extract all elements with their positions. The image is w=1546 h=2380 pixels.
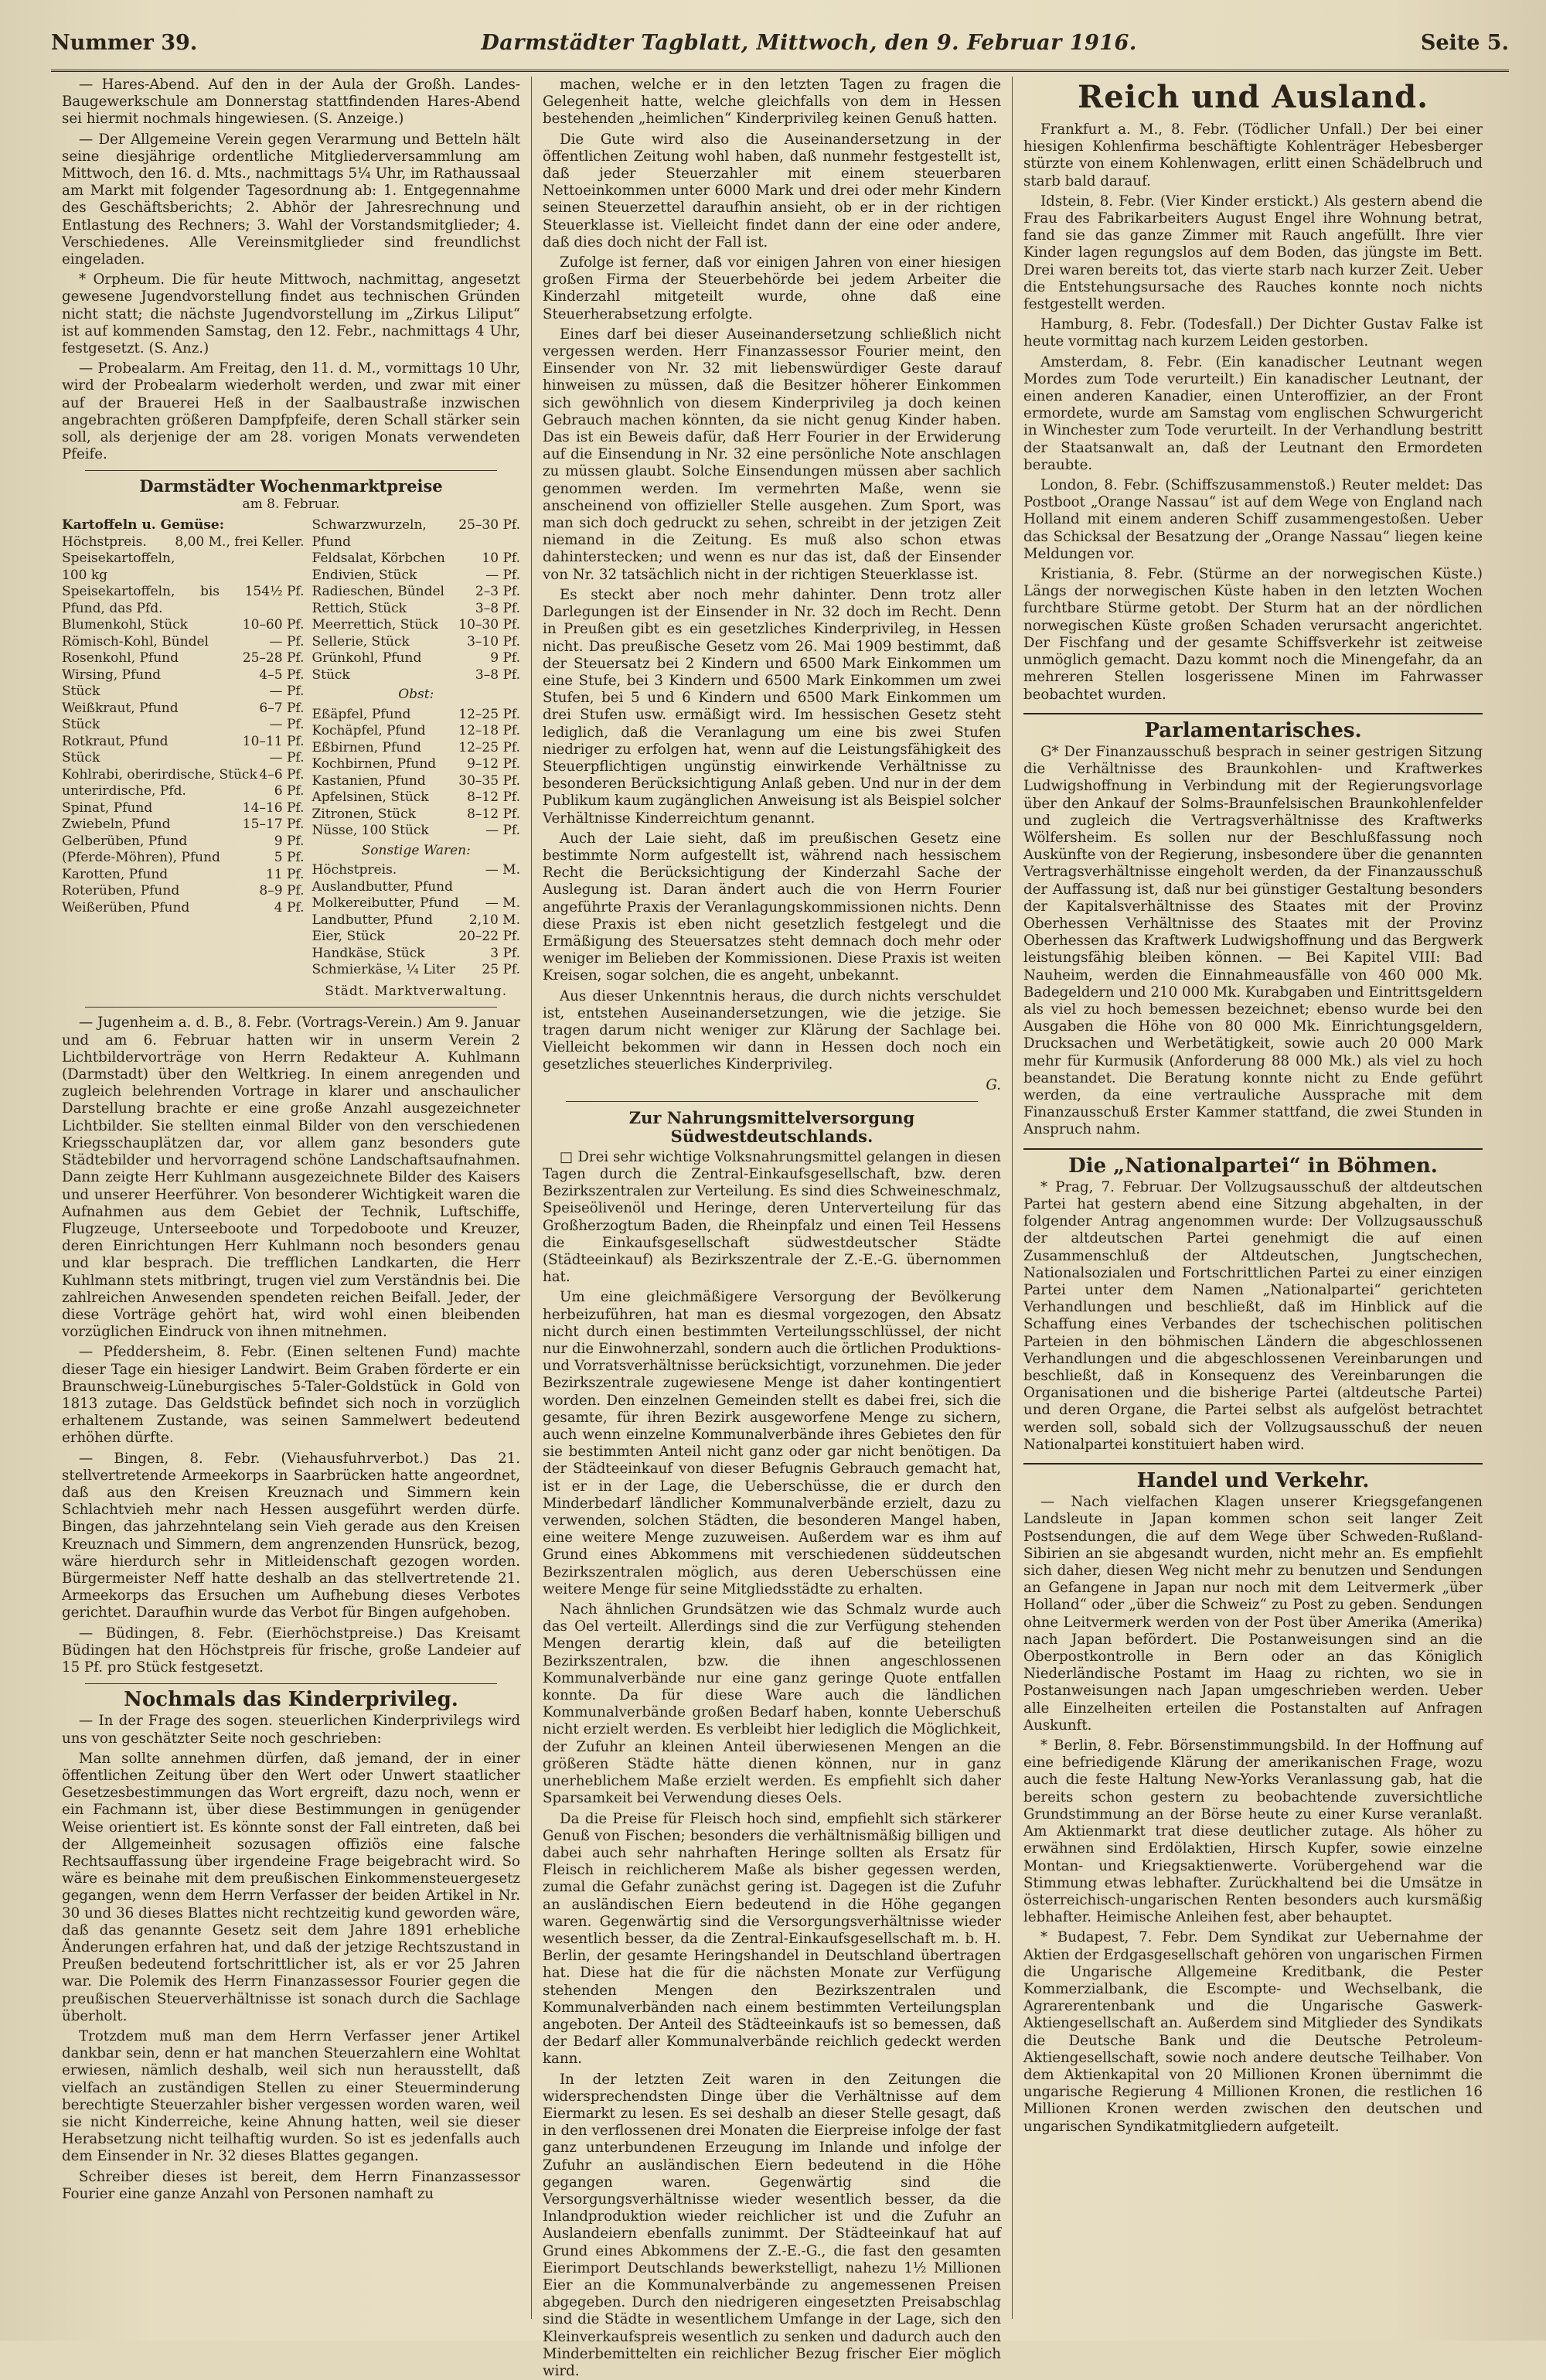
market-price-row — [312, 773, 520, 790]
market-date: am 8. Februar. — [242, 496, 340, 512]
market-item-price: 8–9 Pf. — [259, 883, 305, 899]
article-hamburg: Hamburg, 8. Febr. (Todesfall.) Der Dichter Gustav Falke ist heute vormittag nach kurzem Leiden gestorben. — [1023, 316, 1483, 350]
headline-reich-ausland: Reich und Ausland. — [1077, 79, 1429, 115]
market-item-price: 9 Pf. — [274, 833, 305, 849]
market-price-row — [312, 740, 520, 757]
kinderprivileg-paragraph: Auch der Laie sieht, daß im preußischen Gesetz eine bestimmte Norm aufgestellt ist, während nach hessischem Recht die Berücksichtigung der Kinderzahl Sache der Auslegung ist. Daran ändert auch die von Herrn Fourier angeführte Praxis der Veranlagungskommissionen nichts. Denn diese Praxis ist eben nicht gesetzlich festgelegt und die Ermäßigung des Steuersatzes steht demnach doch mehr oder weniger im Belieben der Kommissionen. Diese Praxis ist weiten Kreisen, sogar solchen, die es angeht, unbekannt. — [543, 830, 1001, 984]
market-price-row — [312, 551, 520, 568]
market-item-name: Zwiebeln, Pfund — [62, 817, 171, 833]
market-item-name: Meerrettich, Stück — [312, 617, 438, 633]
kinderprivileg-intro: — In der Frage des sogen. steuerlichen Kinderprivilegs wird uns von geschätzter Seite noch geschrieben: — [62, 1713, 520, 1747]
market-price-row — [312, 723, 520, 740]
market-item-name: Zitronen, Stück — [312, 806, 416, 822]
nahrung-paragraph: In der letzten Zeit waren in den Zeitungen die widersprechendsten Dinge über die Verhältnisse auf dem Eiermarkt zu lesen. Es sei deshalb an dieser Stelle gesagt, daß in den verflossenen drei Monaten die Eierpreise infolge der fast ganz unterbundenen Erzeugung im Inlande und infolge der Zufuhr an ausländischen Eiern bedeutend in die Höhe gegangen waren. Gegenwärtig sind die Versorgungsverhältnisse wieder wesentlich besser, da die Inlandproduktion wieder reichlicher ist und die Zufuhr an Auslandeiern ebenfalls zunimmt. Der Städteeinkauf hat auf Grund eines Abkommens der Z.-E.-G., die fast den gesamten Eierimport Deutschlands bewerkstelligt, nahezu 1½ Millionen Eier an die Kommunalverbände zu angemessenen Preisen abgegeben. Durch den niedrigeren eingesetzten Preisabschlag sind die Städte in wesentlichem Umfange in der Lage, sich den Kleinverkaufspreis wesentlich zu senken und dadurch auch den Minderbemittelten ein reichlicher Bezug frischer Eier möglich wird. — [543, 2071, 1001, 2379]
article-probealarm: — Probealarm. Am Freitag, den 11. d. M., vormittags 10 Uhr, wird der Probealarm wiederholt werden, und zwar mit einer auf der Brauerei Heß in der Saalbaustraße inzwischen angebrachten größeren Dampfpfeife, deren Schall stärker sein soll, als derjenige der am 28. vorigen Monats verwendeten Pfeife. — [62, 360, 520, 463]
newspaper-title: Darmstädter Tagblatt, Mittwoch, den 9. Februar 1916. — [481, 31, 1137, 55]
market-item-price: — Pf. — [269, 633, 305, 650]
article-berlin-boerse: * Berlin, 8. Febr. Börsenstimmungsbild. In der Hoffnung auf eine befriedigende Klärung der amerikanischen Frage, wozu auch die feste Haltung New-Yorks Veranlassung gab, hat die bereits schon gestern zu beobachtende zuversichtliche Grundstimmung an der Börse heute zu einer Kurse veranlaßt. Am Aktienmarkt trat diese deutlicher zutage. Als höher zu erwähnen sind Erdölaktien, Hirsch Kupfer, sowie einzelne Montan- und Kriegsaktienwerte. Vorübergehend war die Stimmung etwas lebhafter. Zurückhaltend bei die Umsätze in österreichisch-ungarischen Renten besonders auch kursmäßig lebhafter. Heimische Anleihen fest, aber behauptet. — [1023, 1737, 1483, 1926]
market-item-name: Stück — [62, 750, 100, 766]
market-price-row — [312, 789, 520, 806]
headline-nationalpartei: Die „Nationalpartei“ in Böhmen. — [1068, 1154, 1438, 1178]
obst-title: Obst: — [398, 687, 434, 703]
article-postsendungen-japan: — Nach vielfachen Klagen unserer Kriegsgefangenen Landsleute in Japan kommen schon seit langer Zeit Postsendungen, die auf dem Wege über Schweden-Rußland-Sibirien an sie abgesandt wurden, nicht mehr an. Es empfiehlt sich daher, diesen Weg nicht mehr zu benutzen und Sendungen an Gefangene in Japan nur noch mit dem Leitvermerk „über Holland“ oder „über die Schweiz“ zu Post zu geben. Sendungen ohne Leitvermerk werden von der Post über Amerika (Amerika) nach Japan befördert. Die Postanweisungen sind an die Oberpostkontrolle in Bern oder an das Königlich Niederländische Postamt im Haag zu richten, wo sie in Postanweisungen nach Japan umgeschrieben werden. Ueber alle Einzelheiten erteilen die Postanstalten auf Anfragen Auskunft. — [1023, 1494, 1483, 1734]
kinderprivileg-paragraph: Zufolge ist ferner, daß vor einigen Jahren von einer hiesigen großen Firma der Steuerbehörde bei jedem Arbeiter die Kinderzahl mitgeteilt wurde, ohne daß eine Steuerherabsetzung erfolgte. — [543, 254, 1001, 322]
market-item-name: Speisekartoffeln, bis 15 Pfund, das Pfd. — [62, 584, 262, 616]
market-item-price: 12–25 Pf. — [458, 739, 520, 755]
market-price-row — [62, 867, 304, 884]
column-3 — [1013, 77, 1493, 2319]
market-item-name: unterirdische, Pfd. — [62, 783, 186, 800]
market-price-row — [312, 650, 520, 667]
market-left-title: Kartoffeln u. Gemüse: — [62, 517, 224, 534]
kinderprivileg-paragraph: Eines darf bei dieser Auseinandersetzung schließlich nicht vergessen werden. Herr Finanzassessor Fourier meint, den Einsender von Nr. 32 mit liebenswürdiger Geste darauf hinweisen zu müssen, daß die Besitzer höherer Einkommen sich gewöhnlich von diesem Kinderprivileg ja doch keinen Gebrauch machen könnten, da sie nicht genug Kinder haben. Das ist ein Beweis dafür, daß Herr Fourier in der Erwiderung auf die Einsendung in Nr. 32 eine persönliche Note anschlagen zu müssen glaubt. Solche Einsendungen müssen aber sachlich genommen werden. Im vermehrten Maße, wenn sie anscheinend von offizieller Stelle ausgehen. Zum Sport, was man sich doch gedruckt zu sehen, schreibt in der jetzigen Zeit niemand in die Zeitung. Es muß also schon etwas dahinterstecken; und wenn es nur das ist, daß der Einsender von Nr. 32 tatsächlich nicht in der richtigen Steuerklasse ist. — [543, 326, 1001, 583]
market-item-price: 3–10 Pf. — [467, 633, 520, 650]
market-price-row — [312, 823, 520, 840]
article-frankfurt: Frankfurt a. M., 8. Febr. (Tödlicher Unfall.) Der bei einer hiesigen Kohlenfirma beschäftigte Kohlenträger Hebesberger stürzte von einem Kohlenwagen, erlitt einen Schädelbruch und starb bald darauf. — [1023, 121, 1483, 189]
market-price-row — [62, 534, 304, 585]
market-item-price: 20–22 Pf. — [458, 929, 520, 945]
market-price-row — [62, 634, 304, 651]
market-item-price: 15–17 Pf. — [242, 817, 305, 833]
kinderprivileg-paragraph: Es steckt aber noch mehr dahinter. Denn trotz aller Darlegungen ist der Einsender in Nr. 32 doch im Recht. Denn in Preußen gibt es ein gesetzliches Kinderprivileg, in Hessen nicht. Das preußische Gesetz vom 26. Mai 1909 bestimmt, daß der Steuersatz bei 2 Kindern und 6500 Mark Einkommen um eine Stufe, bei 3 Kindern und 6500 Mark Einkommen um zwei Stufen, bei 5 und 6 Kindern und 6500 Mark Einkommen um drei Stufen usw. ermäßigt wird. Im hessischen Gesetz steht lediglich, daß die Veranlagung um eine bis zwei Stufen niedriger zu erfolgen hat, wenn auf die Leistungsfähigkeit des Steuerpflichtigen ungünstig einwirkende Verhältnisse zu besonderen Berücksichtigung Anlaß geben. Und nur in der dem Publikum kaum zugänglichen Anweisung ist als Beispiel solcher Verhältnisse Kinderreichtum genannt. — [543, 586, 1001, 827]
market-item-name: Spinat, Pfund — [62, 800, 153, 816]
market-item-price: 2–3 Pf. — [475, 584, 520, 600]
market-item-price: 4–5 Pf. — [259, 667, 305, 683]
kinderprivileg-paragraph: machen, welche er in den letzten Tagen zu fragen die Gelegenheit hatte, welche gleichfalls von dem in Hessen bestehenden „heimlichen“ Kinderprivileg keinen Genuß hatten. — [543, 77, 1001, 128]
market-item-name: Sellerie, Stück — [312, 633, 410, 650]
divider — [566, 1101, 978, 1102]
market-item-name: Schwarzwurzeln, Pfund — [312, 517, 427, 550]
market-price-row — [312, 962, 520, 979]
market-price-row — [312, 707, 520, 724]
headline-nahrungsmittel: Zur Nahrungsmittelversorgung Südwestdeutschlands. — [628, 1107, 915, 1146]
divider — [85, 1683, 497, 1684]
market-item-name: Rotkraut, Pfund — [62, 733, 169, 749]
article-prag: * Prag, 7. Februar. Der Vollzugsausschuß der altdeutschen Partei hat gestern abend eine Sitzung abgehalten, in der folgender Antrag angenommen wurde: Der Vollzugsausschuß der altdeutschen Partei genehmigt die auf einen Zusammenschluß der Altdeutschen, Jungtschechen, Nationalsozialen und Fortschrittlichen Partei zu einer einzigen Partei unter dem Namen „Nationalpartei“ gerichteten Verhandlungen und beschließt, daß im Hinblick auf die Schaffung eines Verbandes der tschechischen politischen Parteien in den böhmischen Ländern die abgeschlossenen Verhandlungen und die abgeschlossenen Vereinbarungen und beschließt, daß in Konsequenz des Vereinbarungen die Organisationen und die bisherige Partei (altdeutsche Partei) und deren Organe, die Partei selbst als aufgelöst betrachtet werden soll, sobald sich der Vollzugsausschuß der neuen Nationalpartei konstituiert haben wird. — [1023, 1178, 1483, 1453]
market-item-name: Landbutter, Pfund — [312, 912, 433, 928]
market-item-name: (Pferde-Möhren), Pfund — [62, 850, 220, 866]
market-item-name: Eier, Stück — [312, 929, 385, 945]
divider — [1023, 713, 1483, 714]
article-idstein: Idstein, 8. Febr. (Vier Kinder erstickt.) Als gestern abend die Frau des Fabrikarbeiters August Engel ihre Wohnung betrat, fand sie das ganze Zimmer mit Rauch angefüllt. Ihre vier Kinder lagen regungslos auf dem Boden, das jüngste im Bett. Drei waren bereits tot, das vierte starb nach kurzer Zeit. Ueber die Entstehungsursache des Rauches konnte noch nichts festgestellt werden. — [1023, 193, 1483, 313]
market-price-row — [62, 617, 304, 634]
market-prices — [62, 478, 520, 1000]
kinderprivileg-paragraph: Aus dieser Unkenntnis heraus, die durch nichts verschuldet ist, entstehen Auseinandersetzungen, wie die jetzige. Sie tragen darum nicht weniger zur Klärung der Sachlage bei. Vielleicht bekommen wir dann in Hessen doch noch ein gesetzliches steuerliches Kinderprivileg. — [543, 987, 1001, 1073]
market-price-row — [312, 895, 520, 912]
issue-number: Nummer 39. — [51, 31, 198, 55]
article-amsterdam: Amsterdam, 8. Febr. (Ein kanadischer Leutnant wegen Mordes zum Tode verurteilt.) Ein kanadischer Leutnant, der einen anderen Kanadier, einen Unteroffizier, an der Front ermordete, wurde am Samstag vom englischen Schwurgericht in Winchester zum Tode verurteilt. In der Verhandlung bestritt der Staatsanwalt an, daß der Leutnant den Ermordeten beraubte. — [1023, 353, 1483, 473]
market-price-row — [312, 568, 520, 585]
kinderprivileg-paragraph: Die Gute wird also die Auseinandersetzung in der öffentlichen Zeitung wohl haben, daß nunmehr festgestellt ist, daß jeder Steuerzahler mit einem steuerbaren Nettoeinkommen unter 6000 Mark und drei oder mehr Kindern seinen Steuerzettel daraufhin ansieht, ob er in der richtigen Steuerklasse ist. Vielleicht findet dann der eine oder andere, daß dies doch nicht der Fall ist. — [543, 131, 1001, 251]
market-item-name: Karotten, Pfund — [62, 866, 169, 882]
market-item-price: 9–12 Pf. — [467, 756, 520, 772]
market-item-name: Roterüben, Pfund — [62, 883, 180, 899]
market-price-row — [312, 517, 520, 551]
market-item-name: Radieschen, Bündel — [312, 584, 444, 600]
market-item-name: Rosenkohl, Pfund — [62, 650, 179, 667]
market-price-row — [312, 584, 520, 601]
divider — [1023, 1463, 1483, 1464]
market-price-row — [62, 900, 304, 917]
article-kristiania: Kristiania, 8. Febr. (Stürme an der norwegischen Küste.) Längs der norwegischen Küste haben in den letzten Wochen furchtbare Stürme getobt. Der Sturm hat an der nördlichen norwegischen Küste großen Schaden verursacht angerichtet. Der Fischfang und der gesamte Schiffsverkehr ist zeitweise unmöglich gemacht. Dazu kommt noch die Minengefahr, da an mehreren Stellen losgerissene Minen im Fahrwasser beobachtet wurden. — [1023, 566, 1483, 703]
headline-handel-verkehr: Handel und Verkehr. — [1136, 1469, 1370, 1493]
market-item-name: Eßbirnen, Pfund — [312, 739, 421, 755]
market-price-row — [312, 756, 520, 773]
divider — [1023, 1148, 1483, 1150]
market-item-name: Kochbirnen, Pfund — [312, 756, 437, 772]
nahrung-paragraph: □ Drei sehr wichtige Volksnahrungsmittel gelangen in diesen Tagen durch die Zentral-Einkaufsgesellschaft, bzw. deren Bezirkszentralen zur Verteilung. Es sind dies Schweineschmalz, Speiseölivenöl und Heringe, deren Unterverteilung für das Großherzogtum Baden, die Rheinpfalz und einen Teil Hessens die Einkaufsgesellschaft südwestdeutscher Städte (Städteeinkauf) als Bezirkszentrale der Z.-E.-G. übernommen hat. — [543, 1148, 1001, 1286]
market-item-name: Molkereibutter, Pfund — [312, 895, 459, 912]
market-item-price: 10–30 Pf. — [458, 617, 520, 633]
market-item-price: 8,00 M., frei Keller. — [175, 534, 305, 550]
market-item-price: — Pf. — [485, 823, 520, 839]
article-london: London, 8. Febr. (Schiffszusammenstoß.) Reuter meldet: Das Postboot „Orange Nassau“ ist auf dem Wege von England nach Holland mit einem anderen Schiff zusammengestoßen. Ueber das Schicksal der Besatzung der „Orange Nassau“ liegen keine Meldungen vor. — [1023, 477, 1483, 562]
market-item-name: Apfelsinen, Stück — [312, 789, 429, 806]
market-item-price: 2,10 M. — [468, 912, 520, 928]
market-item-price: 9 Pf. — [490, 650, 520, 667]
market-title: Darmstädter Wochenmarktpreise — [139, 476, 443, 496]
article-budapest: * Budapest, 7. Febr. Dem Syndikat zur Uebernahme der Aktien der Erdgasgesellschaft gehören von ungarischen Firmen die Ungarische Allgemeine Kreditbank, die Pester Kommerzialbank, die Escompte- und Wechselbank, die Agrarerentenbank und die Ungarische Gaswerk-Aktiengesellschaft an. Außerdem sind Mitglieder des Syndikats die Deutsche Bank und die Deutsche Petroleum-Aktiengesellschaft, sowie noch andere deutsche Teilhaber. Von dem Aktienkapital von 20 Millionen Kronen übernimmt die ungarische Regierung 4 Millionen Kronen, die restlichen 16 Millionen Kronen werden zwischen den deutschen und ungarischen Syndikatmitgliedern aufgeteilt. — [1023, 1929, 1483, 2135]
market-right-column — [312, 517, 520, 1000]
market-item-price: 12–18 Pf. — [458, 723, 520, 739]
market-item-price: — Pf. — [269, 684, 305, 700]
market-item-price: 30–35 Pf. — [458, 772, 520, 789]
market-item-price: 25 Pf. — [482, 962, 520, 978]
market-item-name: Grünkohl, Pfund — [312, 650, 422, 667]
divider — [85, 1007, 497, 1008]
market-item-name: Höchstpreis. Auslandbutter, Pfund — [312, 862, 453, 895]
article-buedingen: — Büdingen, 8. Febr. (Eierhöchstpreise.) Das Kreisamt Büdingen hat den Höchstpreis für frische, große Landeier auf 15 Pf. pro Stück festgesetzt. — [62, 1625, 520, 1676]
masthead — [51, 31, 1509, 72]
article-hares-abend: — Hares-Abend. Auf den in der Aula der Großh. Landes-Baugewerkschule am Donnerstag stattfindenden Hares-Abend sei hiermit nochmals hingewiesen. (S. Anzeige.) — [62, 77, 520, 128]
market-item-name: Römisch-Kohl, Bündel — [62, 633, 209, 650]
market-item-price: 3–8 Pf. — [475, 667, 520, 683]
market-item-price: 11 Pf. — [265, 866, 305, 882]
market-price-row — [62, 750, 304, 767]
market-item-name: Handkäse, Stück — [312, 945, 425, 961]
market-footer: Städt. Marktverwaltung. — [325, 983, 508, 999]
column-2 — [532, 77, 1013, 2379]
article-jugenheim: — Jugenheim a. d. B., 8. Febr. (Vortrags-Verein.) Am 9. Januar und am 6. Februar hatten wir in unserm Verein 2 Lichtbildervorträge von Herrn Redakteur A. Kuhlmann (Darmstadt) über den Weltkrieg. In einem anregenden und zugleich belehrenden Vortrage in klarer und anschaulicher Darstellung brachte er eine große Anzahl ausgezeichneter Lichtbilder. Sie stellten einmal Bilder von den verschiedenen Kriegsschauplätzen dar, vor allem ganz besonders gute Städtebilder und hervorragend schöne Landschaftsaufnahmen. Dann zeigte Herr Kuhlmann ausgezeichnete Bilder des Kaisers und unserer Heerführer. Von besonderer Wichtigkeit waren die Aufnahmen aus dem Gebiet der Technik, Luftschiffe, Flugzeuge, Unterseeboote und Torpedoboote und Kreuzer, deren Einrichtungen Herr Kuhlmann noch besonders genau und klar besprach. Die trefflichen Landkarten, die Herr Kuhlmann stets mitbringt, trugen viel zum Verständnis bei. Die zahlreichen Anwesenden spendeten reichen Beifall. Jeder, der diese Vorträge gehört hat, wird wohl einen bleibenden vorzüglichen Eindruck von ihnen mitnehmen. — [62, 1014, 520, 1341]
market-item-price: 10 Pf. — [482, 551, 520, 567]
market-item-name: Endivien, Stück — [312, 567, 417, 583]
market-item-price: 5 Pf. — [274, 850, 305, 866]
market-price-row — [62, 734, 304, 751]
market-item-price: 25–28 Pf. — [242, 650, 305, 667]
market-price-row — [62, 850, 304, 867]
market-item-price: 25–30 Pf. — [458, 517, 520, 534]
market-price-row — [62, 584, 304, 617]
market-item-price: 6 Pf. — [274, 783, 305, 800]
market-price-row — [312, 929, 520, 946]
market-item-name: Eßäpfel, Pfund — [312, 706, 411, 722]
market-price-row — [62, 834, 304, 851]
market-item-name: Stück — [62, 684, 100, 700]
headline-kinderprivileg: Nochmals das Kinderprivileg. — [124, 1688, 458, 1712]
market-item-price: 3–8 Pf. — [475, 600, 520, 616]
market-item-name: Kastanien, Pfund — [312, 772, 426, 789]
market-price-row — [312, 634, 520, 651]
market-price-row — [62, 650, 304, 667]
market-price-row — [62, 800, 304, 817]
market-item-price: 12–25 Pf. — [458, 706, 520, 722]
market-item-price: — M. — [485, 862, 520, 878]
market-item-price: — Pf. — [269, 750, 305, 766]
market-item-price: 6–7 Pf. — [259, 700, 305, 716]
market-item-price: 4½ Pf. — [261, 584, 305, 600]
market-item-price: — Pf. — [269, 717, 305, 733]
market-item-name: Schmierkäse, ¼ Liter — [312, 962, 455, 978]
market-item-price: 8–12 Pf. — [467, 789, 520, 806]
market-price-row — [312, 806, 520, 823]
market-item-name: Nüsse, 100 Stück — [312, 823, 429, 839]
market-price-row — [62, 817, 304, 834]
article-finanzausschuss: G* Der Finanzausschuß besprach in seiner gestrigen Sitzung die Verhältnisse des Braunkohlen- und Kraftwerkes Ludwigshoffnung in Verbindung mit der Regierungsvorlage über den Ankauf der Solms-Braunfelsischen Braunkohlenfelder und zugleich die Vertragsverhältnisse des Kraftwerks Wölfersheim. Es sollen nur der Beschlußfassung noch Auskünfte von der Regierung, insbesondere über die genannten Vertragsverhältnisse eingeholt werden, da der Finanzausschuß der Auffassung ist, daß nur bei günstiger Gestaltung besonders der Kapitalsverhältnisse des Staates mit der Provinz Oberhessen Verhältnisse des Staates mit der Provinz Oberhessen das Kraftwerk Ludwigshoffnung und das Bergwerk leistungsfähig bleiben können. — Bei Kapitel VIII: Bad Nauheim, werden die Einnahmeausfälle von 460 000 Mk. Badegeldern und 210 000 Mk. Kurabgaben und Eintrittsgeldern als viel zu hoch bemessen bezeichnet; ebenso wurde bei den Ausgaben die Höhe von 80 000 Mk. Einrichtungsgeldern, Drucksachen und Werbetätigkeit, sowie auch 20 000 Mark mehr für Kurmusik (Anforderung 88 000 Mk.) als viel zu hoch beanstandet. Die Beratung konnte nicht zu Ende geführt werden, da eine vertrauliche Aussprache mit dem Finanzausschuß Erster Kammer stattfand, die zwei Stunden in Anspruch nahm. — [1023, 743, 1483, 1138]
market-item-price: 8–12 Pf. — [467, 806, 520, 822]
market-item-name: Feldsalat, Körbchen — [312, 551, 445, 567]
market-item-name: Weißkraut, Pfund — [62, 700, 179, 716]
market-price-row — [62, 783, 304, 800]
market-price-row — [62, 883, 304, 900]
market-price-row — [62, 767, 304, 784]
market-price-row — [312, 601, 520, 618]
market-price-row — [62, 667, 304, 684]
column-1 — [51, 77, 532, 2319]
market-price-row — [62, 684, 304, 701]
nahrung-paragraph: Nach ähnlichen Grundsätzen wie das Schmalz wurde auch das Oel verteilt. Allerdings sind die zur Verfügung stehenden Mengen derartig klein, daß auf die beteiligten Bezirkszentralen, bzw. die ihnen angeschlossenen Kommunalverbände nur eine ganz geringe Quote entfallen konnte. Da für diese Ware auch die ländlichen Kommunalverbände großen Bedarf haben, konnte Ueberschuß nicht erzielt werden. Es verbleibt hier lediglich die Möglichkeit, der Zufuhr an kleinen Anteil überwiesenen Mengen an die größeren Städte hätte dienen können, nur in ganz unerheblichem Maße erzielt werden. Es empfiehlt sich daher Sparsamkeit bei Verwendung dieses Oels. — [543, 1601, 1001, 1807]
market-price-row — [62, 701, 304, 718]
kinderprivileg-paragraph: Man sollte annehmen dürfen, daß jemand, der in einer öffentlichen Zeitung über den Wert oder Unwert staatlicher Gesetzesbestimmungen das Wort ergreift, dazu noch, wenn er ein Fachmann ist, über diese Bestimmungen in genügender Weise orientiert ist. Es könnte sonst der Fall eintreten, daß bei der Allgemeinheit sozusagen offiziös eine falsche Rechtsauffassung über irgendeine Frage beigebracht wird. So wäre es beinahe mit dem preußischen Einkommensteuergesetz gegangen, wenn dem Herrn Verfasser der beiden Artikel in Nr. 30 und 36 dieses Blattes nicht rechtzeitig kund geworden wäre, daß das genannte Gesetz seit dem Jahre 1891 erhebliche Änderungen erfahren hat, und daß der jetzige Rechtszustand in Preußen bedeutend fortschrittlicher ist, als er vor 25 Jahren war. Die Polemik des Herrn Finanzassessor Fourier gegen die preußischen Steuerverhältnisse ist sonach durch die Sachlage überholt. — [62, 1750, 520, 2024]
market-left-column — [62, 517, 304, 1000]
market-item-name: Stück — [312, 667, 350, 683]
market-item-price: 14–16 Pf. — [242, 800, 305, 816]
nahrung-paragraph: Da die Preise für Fleisch hoch sind, empfiehlt sich stärkerer Genuß von Fischen; besonders die verhältnismäßig billigen und dabei auch sehr nahrhaften Heringe sollten als Ersatz für Fleisch in reichlicherem Maße als bisher gegessen werden, zumal die Gefahr zunächst gering ist. Dagegen ist die Zufuhr an ausländischen Eiern bedeutend in die Höhe gegangen waren. Gegenwärtig sind die Versorgungsverhältnisse wieder wesentlich besser, da die Zentral-Einkaufsgesellschaft m. b. H. Berlin, der gesamte Heringshandel in Deutschland übertragen hat. Diese hat die für die nächsten Monate zur Verfügung stehenden Mengen den Bezirkszentralen und Kommunalverbänden nach einem bestimmten Verteilungsplan angeboten. Der Anteil des Städteeinkaufs ist so bemessen, daß der Bedarf aller Kommunalverbände reichlich gedeckt werden kann. — [543, 1810, 1001, 2068]
market-item-price: 3 Pf. — [490, 945, 520, 961]
market-price-row — [312, 946, 520, 963]
headline-parlamentarisches: Parlamentarisches. — [1144, 718, 1362, 742]
article-pfeddersheim: — Pfeddersheim, 8. Febr. (Einen seltenen Fund) machte dieser Tage ein hiesiger Landwirt. Beim Graben förderte er ein Braunschweig-Lüneburgisches 5-Taler-Goldstück in Gold von 1813 zutage. Das Geldstück befindet sich noch in vorzüglich erhaltenem Zustande, was seinen Sammelwert bedeutend erhöhen dürfte. — [62, 1344, 520, 1447]
kinderprivileg-paragraph: Schreiber dieses ist bereit, dem Herrn Finanzassessor Fourier eine ganze Anzahl von Personen namhaft zu — [62, 2168, 520, 2202]
market-item-price: 4 Pf. — [274, 899, 305, 916]
market-item-name: Kochäpfel, Pfund — [312, 723, 426, 739]
market-item-name: Rettich, Stück — [312, 600, 407, 616]
market-item-price: 4–6 Pf. — [259, 766, 305, 783]
market-item-name: Stück — [62, 717, 100, 733]
market-price-row — [312, 667, 520, 684]
market-price-row — [62, 717, 304, 734]
article-bingen: — Bingen, 8. Febr. (Viehausfuhrverbot.) Das 21. stellvertretende Armeekorps in Saarbrücken hatte angeordnet, daß aus den Kreisen Kreuznach und Simmern kein Schlachtvieh mehr nach Hessen ausgeführt werden dürfe. Bingen, das jahrzehntelang sein Vieh gerade aus den Kreisen Kreuznach und Simmern, dem angrenzenden Hunsrück, bezog, wäre hierdurch sehr in Mitleidenschaft gezogen worden. Bürgermeister Neff hatte deshalb an das stellvertretende 21. Armeekorps das Ersuchen um Aufhebung dieses Verbotes gerichtet. Daraufhin wurde das Verbot für Bingen aufgehoben. — [62, 1450, 520, 1621]
market-item-name: Kohlrabi, oberirdische, Stück — [62, 766, 257, 783]
market-price-row — [312, 912, 520, 929]
article-orpheum: * Orpheum. Die für heute Mittwoch, nachmittag, angesetzt gewesene Jugendvorstellung findet aus technischen Gründen nicht statt; die nächste Jugendvorstellung im „Zirkus Liliput“ ist auf kommenden Samstag, den 12. Febr., nachmittags 4 Uhr, festgesetzt. (S. Anz.) — [62, 271, 520, 357]
nahrung-paragraph: Um eine gleichmäßigere Versorgung der Bevölkerung herbeizuführen, hat man es diesmal vorgezogen, den Absatz nicht durch einen bestimmten Verteilungsschlüssel, der nicht nur die Einwohnerzahl, sondern auch die örtlichen Produktions- und Vorratsverhältnisse berücksichtigt, vorzunehmen. Die jeder Bezirkszentrale zugewiesene Menge ist daher kontingentiert worden. Den einzelnen Gemeinden stellt es dabei frei, sich die gesamte, für ihren Bezirk ausgeworfene Menge zu sichern, auch wenn einzelne Kommunalverbände ihres Gebietes den für sie bestimmten Anteil nicht ganz oder gar nicht benötigen. Da der Städteeinkauf von dieser Befugnis Gebrauch gemacht hat, ist er in der Lage, die Ueberschüsse, die er durch den Minderbedarf ländlicher Kommunalverbände erzielt, dazu zu verwenden, solchen Städten, die besonderen Mangel haben, eine weitere Menge zuzuweisen. Außerdem war es ihm auf Grund eines Abkommens mit verschiedenen süddeutschen Bezirkszentralen möglich, aus deren Ueberschüssen eine weitere Menge für seine Mitgliedsstädte zu erhalten. — [543, 1289, 1001, 1597]
market-price-row — [312, 617, 520, 634]
sonstige-title: Sonstige Waren: — [361, 842, 471, 858]
divider — [85, 470, 497, 471]
market-item-name: Gelberüben, Pfund — [62, 833, 188, 849]
page-number: Seite 5. — [1420, 31, 1509, 55]
author-signature: G. — [986, 1076, 1001, 1093]
market-item-price: — Pf. — [485, 567, 520, 583]
market-item-name: Weißerüben, Pfund — [62, 899, 190, 916]
kinderprivileg-paragraph: Trotzdem muß man dem Herrn Verfasser jener Artikel dankbar sein, denn er hat manchen Steuerzahlern eine Wohltat erwiesen, nämlich deshalb, weil sich nun herausstellt, daß vielfach an zuständigen Stellen zu einer Steuerminderung berechtigte Steuerzahler bisher vergessen worden waren, weil sie nicht Kinderreiche, keine Ahnung hatten, weil sie dieser Herabsetzung nicht teilhaftig wurden. So ist es jedenfalls auch dem Einsender in Nr. 32 dieses Blattes gegangen. — [62, 2028, 520, 2165]
market-item-price: — M. — [485, 895, 520, 912]
market-price-row — [312, 862, 520, 895]
market-item-price: 10–11 Pf. — [242, 733, 305, 749]
market-item-name: Blumenkohl, Stück — [62, 617, 188, 633]
article-verein-verarmung: — Der Allgemeine Verein gegen Verarmung und Betteln hält seine diesjährige ordentliche Mitgliederversammlung am Mittwoch, den 16. d. Mts., nachmittags 5¼ Uhr, im Rathaussaal am Markt mit folgender Tagesordnung ab: 1. Entgegennahme des Geschäftsberichts; 2. Abhör der Jahresrechnung und Entlastung des Rechners; 3. Wahl der Vorstandsmitglieder; 4. Verschiedenes. Alle Vereinsmitglieder sind freundlichst eingeladen. — [62, 131, 520, 268]
market-item-name: Höchstpreis. Speisekartoffeln, 100 kg — [62, 534, 175, 583]
market-item-name: Wirsing, Pfund — [62, 667, 162, 683]
market-item-price: 10–60 Pf. — [242, 617, 305, 633]
